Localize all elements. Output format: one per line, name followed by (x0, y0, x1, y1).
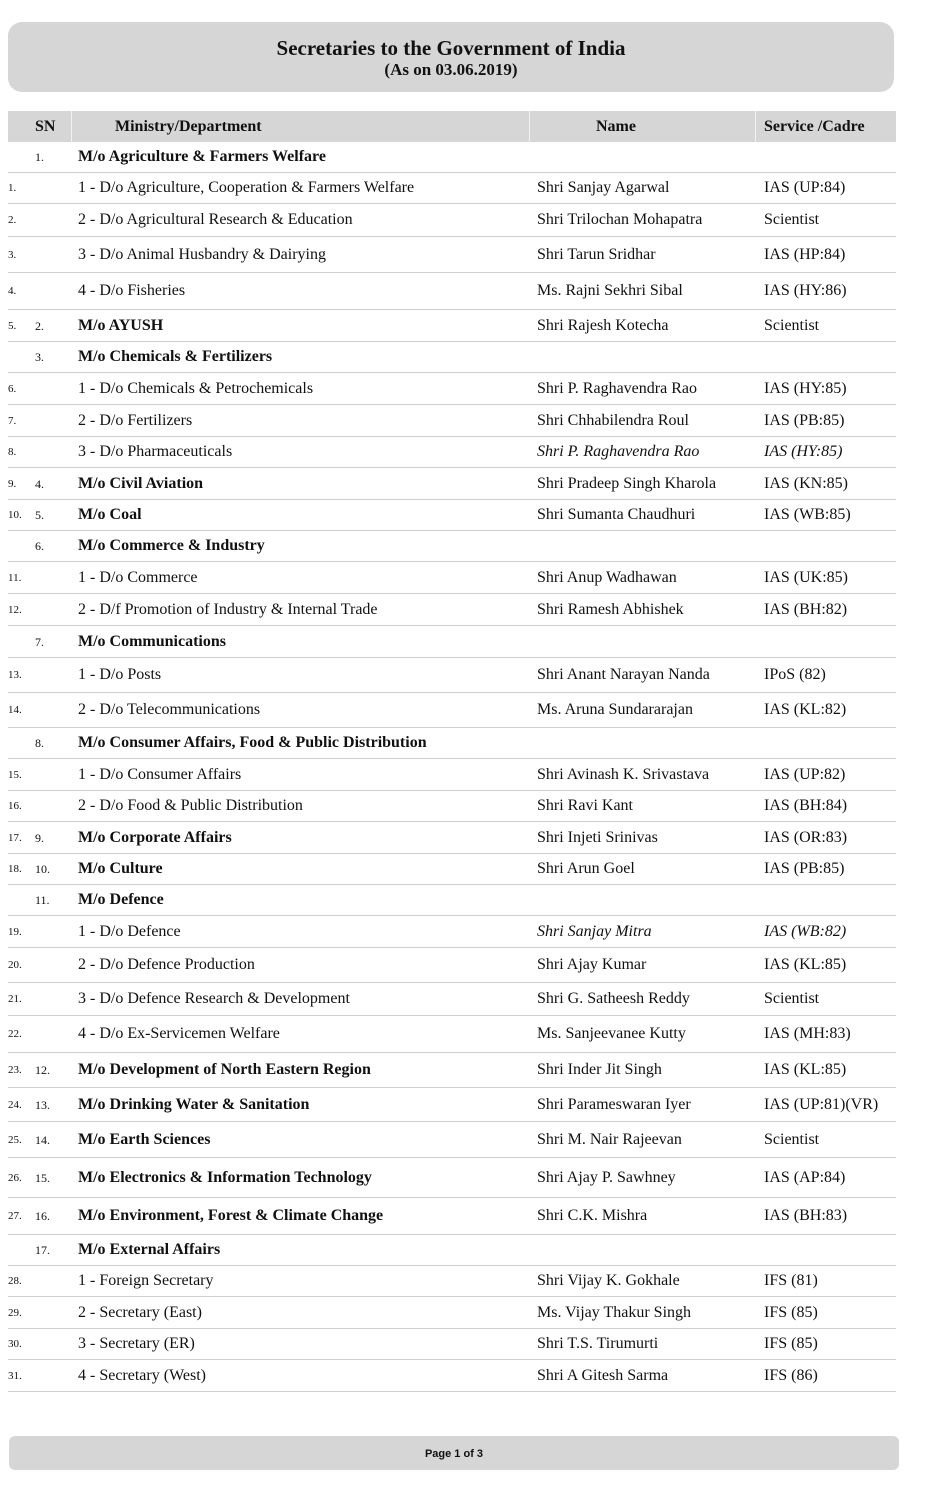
header-service: Service /Cadre (764, 118, 865, 135)
ministry-department: 4 - D/o Ex-Servicemen Welfare (78, 1025, 280, 1042)
secretary-name: Ms. Rajni Sekhri Sibal (537, 282, 683, 299)
secretary-name: Shri A Gitesh Sarma (537, 1367, 669, 1384)
table-row (8, 1329, 896, 1360)
service-cadre: IFS (85) (764, 1335, 818, 1352)
table-row (8, 531, 896, 562)
serial-number: 28. (8, 1275, 22, 1287)
service-cadre: IAS (HP:84) (764, 246, 846, 263)
table-row (8, 1198, 896, 1235)
table-row (8, 310, 896, 342)
ministry-department: 2 - D/o Telecommunications (78, 701, 261, 718)
ministry-sn: 8. (35, 736, 44, 750)
secretary-name: Shri C.K. Mishra (537, 1207, 648, 1224)
table-row (8, 983, 896, 1016)
serial-number: 7. (8, 415, 17, 427)
table-row (8, 468, 896, 500)
serial-number: 2. (8, 214, 17, 226)
secretary-name: Shri Anant Narayan Nanda (537, 666, 710, 683)
secretary-name: Shri Parameswaran Iyer (537, 1096, 691, 1113)
table-row (8, 948, 896, 983)
service-cadre: IAS (PB:85) (764, 412, 845, 429)
document-date: (As on 03.06.2019) (384, 60, 518, 79)
ministry-department: 2 - D/f Promotion of Industry & Internal Trade (78, 601, 378, 618)
table-row (8, 437, 896, 468)
ministry-sn: 15. (35, 1171, 50, 1185)
serial-number: 21. (8, 993, 22, 1005)
service-cadre: IAS (OR:83) (764, 829, 848, 846)
ministry-department: 1 - D/o Chemicals & Petrochemicals (78, 380, 314, 397)
header-ministry: Ministry/Department (115, 118, 262, 135)
table-body (8, 142, 896, 1392)
table-row (8, 1122, 896, 1158)
service-cadre: Scientist (764, 211, 820, 228)
table-row (8, 173, 896, 204)
secretary-name: Shri P. Raghavendra Rao (537, 443, 700, 460)
header-name: Name (596, 118, 636, 135)
service-cadre: IAS (MH:83) (764, 1025, 851, 1042)
secretary-name: Shri Anup Wadhawan (537, 569, 677, 586)
serial-number: 19. (8, 926, 22, 938)
service-cadre: IAS (KN:85) (764, 475, 848, 492)
service-cadre: IAS (KL:82) (764, 701, 847, 718)
secretaries-table (8, 111, 896, 1392)
secretary-name: Shri P. Raghavendra Rao (537, 380, 697, 397)
serial-number: 18. (8, 863, 22, 875)
secretary-name: Shri Ramesh Abhishek (537, 601, 684, 618)
ministry-sn: 3. (35, 350, 44, 364)
ministry-department: M/o Chemicals & Fertilizers (78, 348, 273, 365)
table-row (8, 822, 896, 854)
ministry-department: 3 - D/o Defence Research & Development (78, 990, 350, 1007)
table-row (8, 237, 896, 273)
secretary-name: Shri Pradeep Singh Kharola (537, 475, 717, 492)
service-cadre: IAS (BH:83) (764, 1207, 848, 1224)
table-row (8, 759, 896, 791)
table-row (8, 142, 896, 173)
ministry-department: M/o Development of North Eastern Region (78, 1061, 371, 1078)
ministry-department: M/o Coal (78, 506, 142, 523)
serial-number: 26. (8, 1172, 22, 1184)
document-title-box (8, 22, 894, 92)
service-cadre: IAS (WB:85) (764, 506, 851, 523)
service-cadre: Scientist (764, 317, 820, 334)
ministry-sn: 5. (35, 508, 44, 522)
serial-number: 5. (8, 320, 17, 332)
secretary-name: Shri Sanjay Agarwal (537, 179, 670, 196)
serial-number: 31. (8, 1370, 22, 1382)
service-cadre: IAS (KL:85) (764, 956, 847, 973)
ministry-department: 1 - D/o Defence (78, 923, 181, 940)
service-cadre: IFS (85) (764, 1304, 818, 1321)
service-cadre: IAS (UK:85) (764, 569, 848, 586)
serial-number: 10. (8, 509, 22, 521)
table-row (8, 1158, 896, 1198)
service-cadre: IPoS (82) (764, 666, 826, 683)
secretary-name: Ms. Vijay Thakur Singh (537, 1304, 692, 1321)
secretary-name: Shri Trilochan Mohapatra (537, 211, 703, 228)
serial-number: 27. (8, 1210, 22, 1222)
serial-number: 23. (8, 1064, 22, 1076)
ministry-sn: 10. (35, 862, 50, 876)
serial-number: 3. (8, 249, 17, 261)
serial-number: 15. (8, 769, 22, 781)
serial-number: 14. (8, 704, 22, 716)
table-row (8, 885, 896, 916)
table-row (8, 916, 896, 948)
ministry-department: 2 - D/o Defence Production (78, 956, 255, 973)
ministry-department: 1 - D/o Posts (78, 666, 162, 683)
ministry-department: M/o Commerce & Industry (78, 537, 265, 554)
table-row (8, 854, 896, 885)
ministry-sn: 4. (35, 477, 44, 491)
ministry-sn: 17. (35, 1243, 50, 1257)
serial-number: 12. (8, 604, 22, 616)
serial-number: 9. (8, 478, 17, 490)
table-row (8, 1297, 896, 1329)
secretary-name: Shri M. Nair Rajeevan (537, 1131, 682, 1148)
ministry-sn: 13. (35, 1098, 50, 1112)
table-row (8, 658, 896, 693)
service-cadre: IAS (HY:86) (764, 282, 847, 299)
table-row (8, 273, 896, 310)
ministry-sn: 6. (35, 539, 44, 553)
serial-number: 11. (8, 572, 22, 584)
page-number: Page 1 of 3 (424, 1448, 484, 1460)
serial-number: 20. (8, 959, 22, 971)
service-cadre: Scientist (764, 990, 820, 1007)
ministry-department: M/o Communications (78, 633, 226, 650)
service-cadre: IAS (HY:85) (764, 380, 847, 397)
secretary-name: Shri Arun Goel (537, 860, 635, 877)
service-cadre: IAS (PB:85) (764, 860, 845, 877)
secretary-name: Shri Avinash K. Srivastava (537, 766, 710, 783)
table-row (8, 1053, 896, 1088)
ministry-department: 2 - D/o Food & Public Distribution (78, 797, 303, 814)
service-cadre: IAS (UP:82) (764, 766, 846, 783)
serial-number: 25. (8, 1134, 22, 1146)
secretary-name: Shri Inder Jit Singh (537, 1061, 662, 1078)
ministry-department: M/o Consumer Affairs, Food & Public Distribution (78, 734, 427, 751)
service-cadre: Scientist (764, 1131, 820, 1148)
table-row (8, 204, 896, 237)
secretary-name: Shri Sanjay Mitra (537, 923, 652, 940)
ministry-sn: 16. (35, 1209, 50, 1223)
ministry-department: M/o External Affairs (78, 1241, 221, 1258)
table-row (8, 373, 896, 405)
serial-number: 22. (8, 1028, 22, 1040)
serial-number: 8. (8, 446, 17, 458)
table-row (8, 1360, 896, 1392)
ministry-department: 2 - D/o Agricultural Research & Education (78, 211, 353, 228)
document-title: Secretaries to the Government of India (276, 36, 626, 60)
secretary-name: Shri Ravi Kant (537, 797, 633, 814)
serial-number: 24. (8, 1099, 22, 1111)
ministry-department: 2 - Secretary (East) (78, 1304, 202, 1321)
serial-number: 29. (8, 1307, 22, 1319)
table-header (8, 111, 896, 142)
serial-number: 16. (8, 800, 22, 812)
table-row (8, 1088, 896, 1122)
table-row (8, 728, 896, 759)
ministry-sn: 11. (35, 893, 50, 907)
service-cadre: IFS (86) (764, 1367, 818, 1384)
ministry-department: M/o Drinking Water & Sanitation (78, 1096, 310, 1113)
page-footer (9, 1436, 899, 1470)
ministry-department: 3 - Secretary (ER) (78, 1335, 195, 1352)
table-row (8, 1266, 896, 1297)
secretary-name: Shri Injeti Srinivas (537, 829, 658, 846)
ministry-sn: 7. (35, 635, 44, 649)
secretary-name: Shri G. Satheesh Reddy (537, 990, 690, 1007)
table-row (8, 500, 896, 531)
service-cadre: IAS (KL:85) (764, 1061, 847, 1078)
service-cadre: IAS (UP:81)(VR) (764, 1096, 879, 1113)
ministry-department: M/o Environment, Forest & Climate Change (78, 1207, 384, 1224)
table-row (8, 626, 896, 658)
table-row (8, 1235, 896, 1266)
ministry-sn: 14. (35, 1133, 50, 1147)
table-row (8, 1016, 896, 1053)
serial-number: 6. (8, 383, 17, 395)
serial-number: 13. (8, 669, 22, 681)
serial-number: 17. (8, 832, 22, 844)
secretary-name: Shri Tarun Sridhar (537, 246, 656, 263)
service-cadre: IAS (BH:82) (764, 601, 848, 618)
ministry-department: 4 - D/o Fisheries (78, 282, 186, 299)
ministry-sn: 12. (35, 1063, 50, 1077)
secretary-name: Shri T.S. Tirumurti (537, 1335, 659, 1352)
header-sn: SN (35, 118, 56, 135)
table-row (8, 342, 896, 373)
ministry-department: M/o Corporate Affairs (78, 829, 232, 846)
ministry-department: M/o Electronics & Information Technology (78, 1169, 372, 1186)
service-cadre: IAS (BH:84) (764, 797, 848, 814)
ministry-department: 1 - Foreign Secretary (78, 1272, 214, 1289)
table-row (8, 405, 896, 437)
serial-number: 30. (8, 1338, 22, 1350)
ministry-department: 3 - D/o Animal Husbandry & Dairying (78, 246, 326, 263)
service-cadre: IAS (AP:84) (764, 1169, 846, 1186)
ministry-department: 1 - D/o Consumer Affairs (78, 766, 242, 783)
secretary-name: Shri Vijay K. Gokhale (537, 1272, 680, 1289)
ministry-department: M/o Defence (78, 891, 164, 908)
ministry-department: M/o Earth Sciences (78, 1131, 211, 1148)
table-row (8, 791, 896, 822)
table-row (8, 693, 896, 728)
ministry-department: 2 - D/o Fertilizers (78, 412, 193, 429)
serial-number: 1. (8, 182, 17, 194)
service-cadre: IAS (HY:85) (764, 443, 843, 460)
service-cadre: IAS (WB:82) (764, 923, 847, 940)
ministry-sn: 9. (35, 831, 44, 845)
ministry-department: M/o Agriculture & Farmers Welfare (78, 148, 326, 165)
secretary-name: Ms. Sanjeevanee Kutty (537, 1025, 686, 1042)
secretary-name: Shri Ajay Kumar (537, 956, 647, 973)
ministry-department: 1 - D/o Agriculture, Cooperation & Farmers Welfare (78, 179, 415, 196)
secretary-name: Shri Chhabilendra Roul (537, 412, 689, 429)
ministry-department: M/o Culture (78, 860, 163, 877)
ministry-sn: 2. (35, 319, 44, 333)
secretary-name: Shri Sumanta Chaudhuri (537, 506, 696, 523)
ministry-department: 4 - Secretary (West) (78, 1367, 206, 1384)
ministry-department: M/o AYUSH (78, 317, 164, 334)
ministry-department: 3 - D/o Pharmaceuticals (78, 443, 233, 460)
ministry-department: 1 - D/o Commerce (78, 569, 198, 586)
serial-number: 4. (8, 285, 17, 297)
table-row (8, 562, 896, 594)
service-cadre: IAS (UP:84) (764, 179, 846, 196)
table-row (8, 594, 896, 626)
secretary-name: Shri Rajesh Kotecha (537, 317, 669, 334)
ministry-sn: 1. (35, 150, 44, 164)
service-cadre: IFS (81) (764, 1272, 818, 1289)
secretary-name: Shri Ajay P. Sawhney (537, 1169, 676, 1186)
secretary-name: Ms. Aruna Sundararajan (537, 701, 693, 718)
ministry-department: M/o Civil Aviation (78, 475, 204, 492)
